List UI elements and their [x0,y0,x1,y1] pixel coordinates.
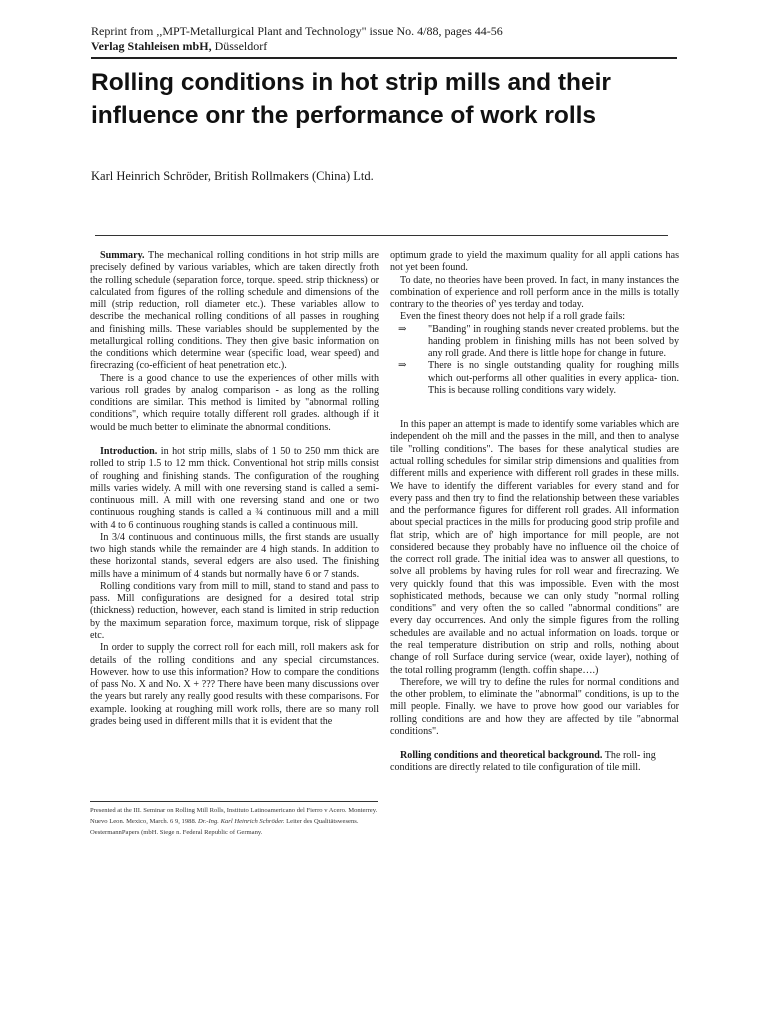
right-paragraph-3: Even the finest theory does not help if a roll grade fails: [400,311,626,323]
reprint-line: Reprint from ,,MPT-Metallurgical Plant and Technology" issue No. 4/88, pages 44-56 [91,24,503,38]
publisher-line [91,39,503,54]
bullet-text: There is no single outstanding quality for roughing mills which out-performs all other qualities in every applica- tion. This is because rolling conditions vary widely. [428,360,679,396]
intro-paragraph [90,446,379,532]
summary-paragraph [90,250,379,373]
right-paragraph-5: Therefore, we will try to define the rules for normal conditions and the other problem, to eliminate the "abnormal" conditions, is up to the mill people. Finally. we have to prove how good our variables for rolling conditions are and how they are affected by tile "abnormal conditions". [390,676,679,737]
footnote-rule [90,801,378,802]
arrow-icon: ⇒ [398,360,407,372]
summary-paragraph-2: There is a good chance to use the experiences of other mills with various roll grades by analog comparison - as long as the rolling conditions are similar. This method is limited by "abnormal rolling conditions", which require totally different roll grades. although if it would be much better to eliminate the abnormal conditions. [90,372,379,433]
footnote-text: Presented at the III. Seminar on Rolling Mill Rolls, Instituto Latinoamericano del Fierro v Acero. Monterrey. Nuevo Leon. Mexico, March. 6 9, 1988. [90,807,378,825]
footnote [90,805,378,838]
right-paragraph-2: To date, no theories have been proved. In fact, in many instances the combination of experience and roll perform ance in the mills is totally contrary to the theories of' yes terday and today. [390,274,679,311]
section-text: The roll- ing conditions are directly related to tile configuration of tile mill. [390,750,656,774]
footnote-text-2: Leiter des Qualitätswesens. OestermannPapers (mbH. Siege n. Federal Republic of Germany. [90,818,359,836]
bullet-text: "Banding" in roughing stands never created problems. but the handing problem in finishing mills has not been solved by any roll grade. And there is little hope for change in future. [428,323,679,360]
intro-paragraph-3: Rolling conditions vary from mill to mill, stand to stand and pass to pass. Mill configurations are designed for a desired total strip (thickness) reduction, however, each stand is limited in strip reduction by the maximum separation force, maximum torque, risk of slippage etc. [90,580,379,641]
left-column [90,250,379,728]
arrow-icon: ⇒ [398,323,407,335]
publisher-city: Düsseldorf [211,39,268,53]
section-paragraph [390,750,679,775]
bullet-item-quality [398,360,679,397]
reprint-header [91,24,503,54]
section-heading: Rolling conditions and theoretical background. [400,750,603,762]
intro-text: in hot strip mills, slabs of 1 50 to 250 mm thick are rolled to strip 1.5 to 12 mm thick. Conventional hot strip mills consist of roughing and finishing stands. The configuration of the roughing mills varies widely. A mill with one reversing stand is called a semi-continuous mill. A mill with one reversing stand and one or two continuous roughing stands is called a ¾ continuous mill and a mill with 4 to 6 continuous roughing stands is called a continuous mill. [90,445,379,531]
intro-paragraph-4: In order to supply the correct roll for each mill, roll makers ask for details of the rolling conditions and any special circumstances. However. how to use this information? How to compare the conditions of pass No. X and No. X + ??? There have been many discussions over the years but rarely any really good results with these comparisons. For example. looking at roughing mill work rolls, there are so many roll grades being used in different mills that it is evident that the [90,642,379,727]
article-title: Rolling conditions in hot strip mills and their influence onr the performance of work rolls [91,69,611,129]
summary-heading: Summary. [100,250,145,261]
title-rule [91,57,677,59]
right-paragraph-4: In this paper an attempt is made to identify some variables which are independent oh the mill and the passes in the mill, and then to analyse tile "rolling conditions". The bases for these analytical studies are actual rolling schedules for similar strip dimensions and qualities from different mills and experience with different roll grades in these mills. We have to identify the different variables for every stand and for every pass and then try to find the relationship between these variables and the performance figures for different roll grades. All information about special practices in the mills for producing good strip profile and flat strip, which are of' high importance for mill people, are not considered because they probably have no influence oil the choice of the correct roll grade. The initial idea was to answer all questions, to solve all problems by having rules for roll wear and firecrazing. We very quickly found that this was impossible. Even with the most sophisticated methods, because we can only study "normal rolling conditions" and very often the so called "abnormal conditions" are every day occurrences. And only the simple figures from the rolling schedules are available and no actual information on loads. torque or the real temperature distribution on strip and rolls, nothing about change of roll Surface during service (wear, oxide layer), nothing of the total rolling programm (length. coffin shape….) [390,419,679,676]
intro-heading: Introduction. [100,445,158,457]
article-author: Karl Heinrich Schröder, British Rollmakers (China) Ltd. [91,169,374,183]
publisher-name: Verlag Stahleisen mbH, [91,39,212,53]
bullet-item-banding [398,324,679,361]
footnote-author: Dr.-Ing. Karl Heinrich Schröder. [198,818,285,825]
right-column [390,250,679,775]
summary-text: The mechanical rolling conditions in hot strip mills are precisely defined by various variables, which are taken directly froth the rolling schedule (separation force, torque. speed. strip thickness) or calculated from figures of the rolling schedule and dimensions of the mill (strip reduction, roll diameter etc.). These variables allow to describe the mechanical rolling conditions of all passes in roughing and finishing mills. These variables should be supplemented by the metallurgical rolling conditions. They then give basic information on the conditions which determine wear (specific load, wear speed) and firecrazing (co-efficient of heat penetration etc.). [90,250,379,372]
intro-paragraph-2: In 3/4 continuous and continuous mills, the first stands are usually two high stands while the remainder are 4 high stands. In addition to these horizontal stands, several edgers are also used. The finishing mills have a minimum of 4 stands but normally have 6 or 7 stands. [90,531,379,580]
right-paragraph-1: optimum grade to yield the maximum quality for all appli cations has not yet been found. [390,250,679,274]
section-divider [95,235,668,236]
